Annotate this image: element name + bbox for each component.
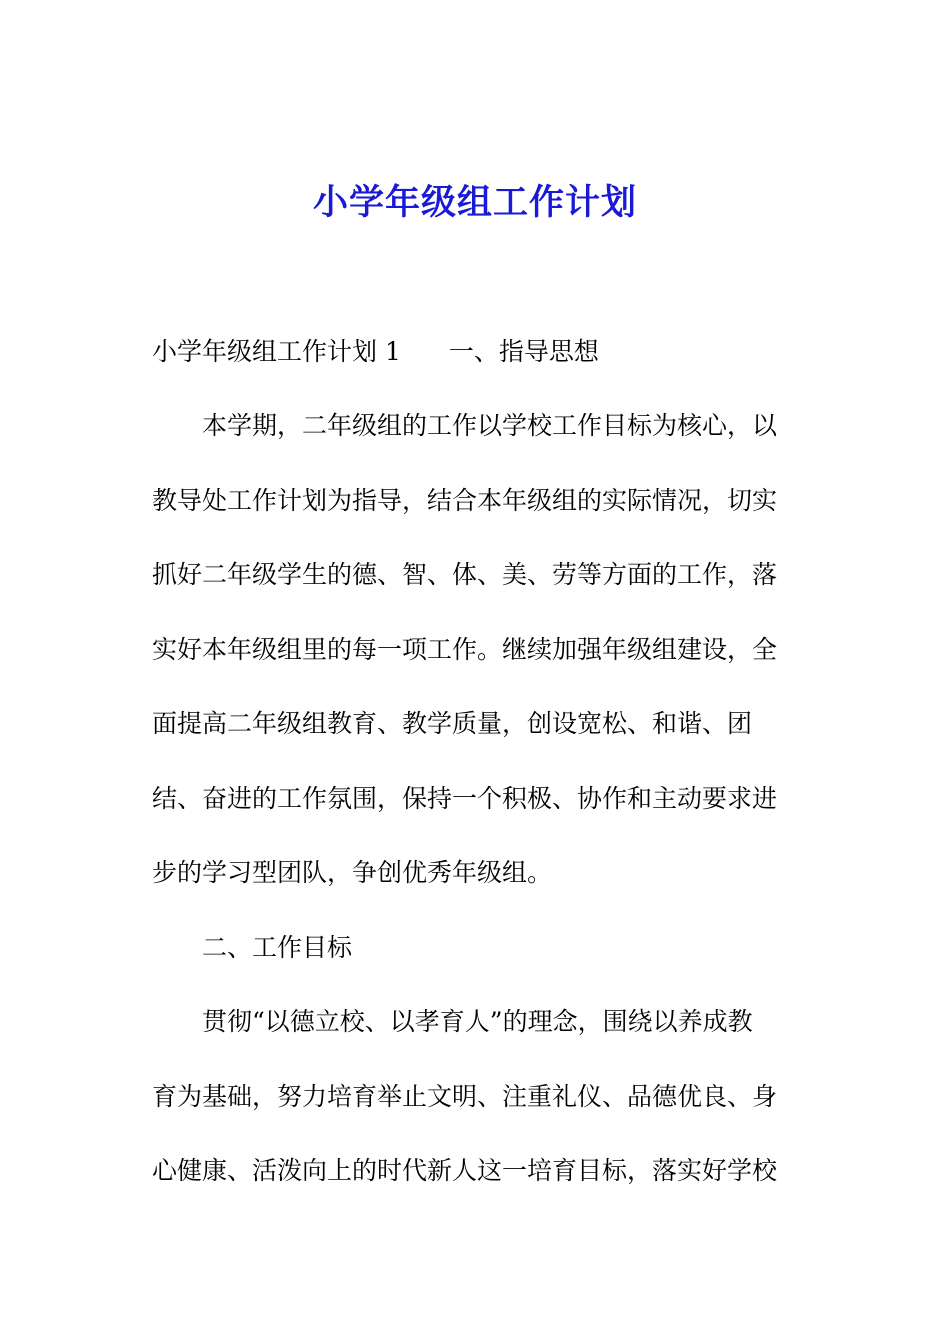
paragraph-line: 结、奋进的工作氛围，保持一个积极、协作和主动要求进 <box>152 784 778 813</box>
paragraph-line: 面提高二年级组教育、教学质量，创设宽松、和谐、团 <box>152 709 753 738</box>
paragraph-line: 本学期，二年级组的工作以学校工作目标为核心，以 <box>152 411 778 440</box>
paragraph-line: 抓好二年级学生的德、智、体、美、劳等方面的工作，落 <box>152 560 778 589</box>
section-heading-guiding-ideology: 一、指导思想 <box>448 337 599 366</box>
paragraph-line: 贯彻“以德立校、以孝育人”的理念，围绕以养成教 <box>152 1007 753 1036</box>
plan-subtitle: 小学年级组工作计划 1 <box>152 337 401 366</box>
intro-line <box>152 334 802 370</box>
paragraph-line: 步的学习型团队，争创优秀年级组。 <box>152 858 553 887</box>
section-heading-work-goals: 二、工作目标 <box>152 933 353 962</box>
paragraph-line: 心健康、活泼向上的时代新人这一培育目标，落实好学校 <box>152 1156 778 1185</box>
document-title: 小学年级组工作计划 <box>312 182 637 223</box>
paragraph-line: 育为基础，努力培育举止文明、注重礼仪、品德优良、身 <box>152 1082 778 1111</box>
paragraph-line: 实好本年级组里的每一项工作。继续加强年级组建设，全 <box>152 635 778 664</box>
paragraph-line: 教导处工作计划为指导，结合本年级组的实际情况，切实 <box>152 486 778 515</box>
